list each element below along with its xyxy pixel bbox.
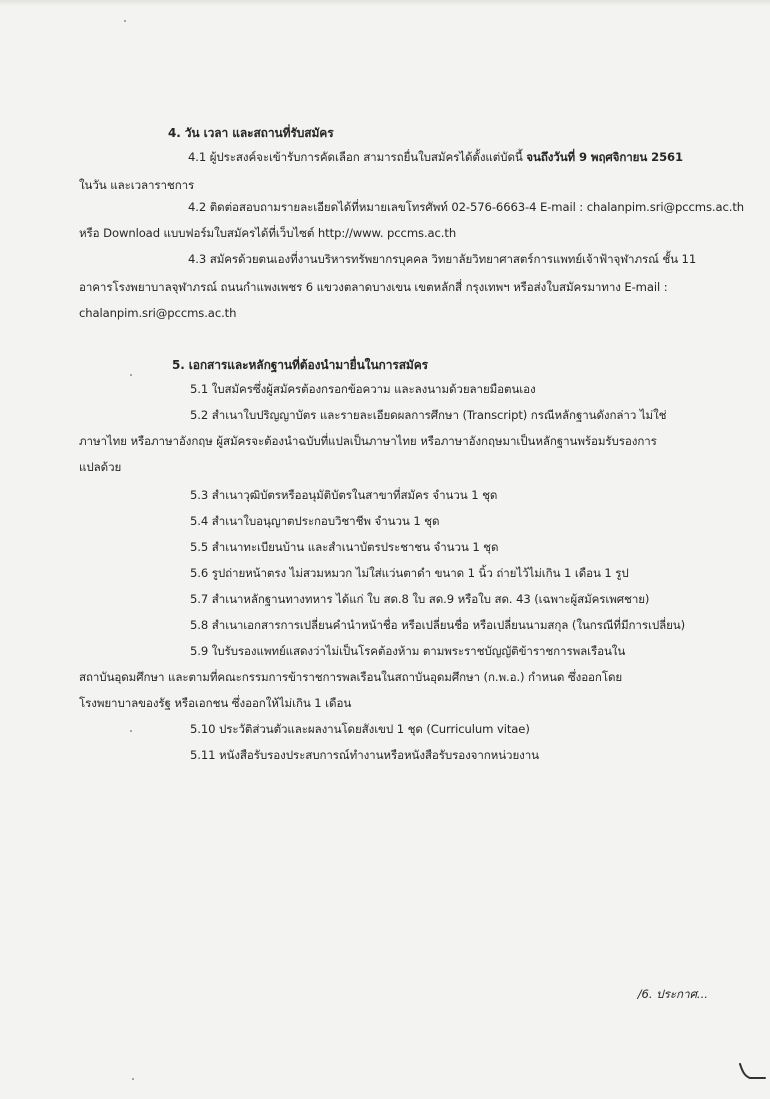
- deadline-text: จนถึงวันที่ 9 พฤศจิกายน 2561: [526, 150, 683, 164]
- section-5-item-2: 5.2 สำเนาใบปริญญาบัตร และรายละเอียดผลการศึกษา (Transcript) กรณีหลักฐานดังกล่าว ไม่ใช่: [190, 408, 667, 422]
- section-4-item-2: 4.2 ติดต่อสอบถามรายละเอียดได้ที่หมายเลขโทรศัพท์ 02-576-6663-4 E-mail : chalanpim.sri@pccms.ac.th: [188, 200, 745, 214]
- section-5-item-8: 5.8 สำเนาเอกสารการเปลี่ยนคำนำหน้าชื่อ หรือเปลี่ยนชื่อ หรือเปลี่ยนนามสกุล (ในกรณีที่มีการเปลี่ยน): [190, 618, 686, 632]
- section-5-item-1: 5.1 ใบสมัครซึ่งผู้สมัครต้องกรอกข้อความ และลงนามด้วยลายมือตนเอง: [190, 382, 536, 396]
- section-5-heading: 5. เอกสารและหลักฐานที่ต้องนำมายื่นในการสมัคร: [172, 358, 429, 372]
- scan-edge: [0, 0, 770, 6]
- scan-speck: [124, 20, 126, 22]
- section-5-item-9-cont-2: โรงพยาบาลของรัฐ หรือเอกชน ซึ่งออกให้ไม่เกิน 1 เดือน: [79, 696, 352, 710]
- section-5-item-5: 5.5 สำเนาทะเบียนบ้าน และสำเนาบัตรประชาชน จำนวน 1 ชุด: [190, 540, 499, 554]
- section-5-item-10: 5.10 ประวัติส่วนตัวและผลงานโดยสังเขป 1 ชุด (Curriculum vitae): [190, 722, 530, 736]
- scan-speck: [130, 730, 132, 732]
- section-4-item-3-cont-1: อาคารโรงพยาบาลจุฬาภรณ์ ถนนกำแพงเพชร 6 แขวงตลาดบางเขน เขตหลักสี่ กรุงเทพฯ หรือส่งใบสมัครมาทาง E-mail :: [79, 280, 668, 294]
- section-5-item-6: 5.6 รูปถ่ายหน้าตรง ไม่สวมหมวก ไม่ใส่แว่นตาดำ ขนาด 1 นิ้ว ถ่ายไว้ไม่เกิน 1 เดือน 1 รูป: [190, 566, 629, 580]
- next-page-reference: /6. ประกาศ...: [637, 987, 708, 1001]
- section-4-item-2-cont: หรือ Download แบบฟอร์มใบสมัครได้ที่เว็บไซต์ http://www. pccms.ac.th: [79, 226, 457, 240]
- section-5-item-9-cont-1: สถาบันอุดมศึกษา และตามที่คณะกรรมการข้าราชการพลเรือนในสถาบันอุดมศึกษา (ก.พ.อ.) กำหนด ซึ่งออกโดย: [79, 670, 623, 684]
- section-4-heading: 4. วัน เวลา และสถานที่รับสมัคร: [168, 126, 334, 140]
- section-5-item-7: 5.7 สำเนาหลักฐานทางทหาร ได้แก่ ใบ สด.8 ใบ สด.9 หรือใบ สด. 43 (เฉพาะผู้สมัครเพศชาย): [190, 592, 650, 606]
- scan-speck: [130, 374, 132, 376]
- section-5-item-2-cont-2: แปลด้วย: [79, 460, 122, 474]
- section-5-item-3: 5.3 สำเนาวุฒิบัตรหรืออนุมัติบัตรในสาขาที่สมัคร จำนวน 1 ชุด: [190, 488, 498, 502]
- section-4-item-3: 4.3 สมัครด้วยตนเองที่งานบริหารทรัพยากรบุคคล วิทยาลัยวิทยาศาสตร์การแพทย์เจ้าฟ้าจุฬาภรณ์ ชั้น 11: [188, 252, 697, 266]
- scan-speck: [132, 1078, 134, 1080]
- section-5-item-2-cont-1: ภาษาไทย หรือภาษาอังกฤษ ผู้สมัครจะต้องนำฉบับที่แปลเป็นภาษาไทย หรือภาษาอังกฤษมาเป็นหลักฐานพร้อมรับรองการ: [79, 434, 657, 448]
- section-4-item-3-cont-2: chalanpim.sri@pccms.ac.th: [79, 306, 237, 320]
- section-4-item-1-cont: ในวัน และเวลาราชการ: [79, 178, 195, 192]
- section-4-item-1: [188, 148, 683, 166]
- section-5-item-11: 5.11 หนังสือรับรองประสบการณ์ทำงานหรือหนังสือรับรองจากหน่วยงาน: [190, 748, 539, 762]
- pen-mark-icon: [736, 1060, 766, 1084]
- section-5-item-4: 5.4 สำเนาใบอนุญาตประกอบวิชาชีพ จำนวน 1 ชุด: [190, 514, 440, 528]
- section-5-item-9: 5.9 ใบรับรองแพทย์แสดงว่าไม่เป็นโรคต้องห้าม ตามพระราชบัญญัติข้าราชการพลเรือนใน: [190, 644, 626, 658]
- item-4-1-text: 4.1 ผู้ประสงค์จะเข้ารับการคัดเลือก สามารถยื่นใบสมัครได้ตั้งแต่บัดนี้: [188, 150, 527, 164]
